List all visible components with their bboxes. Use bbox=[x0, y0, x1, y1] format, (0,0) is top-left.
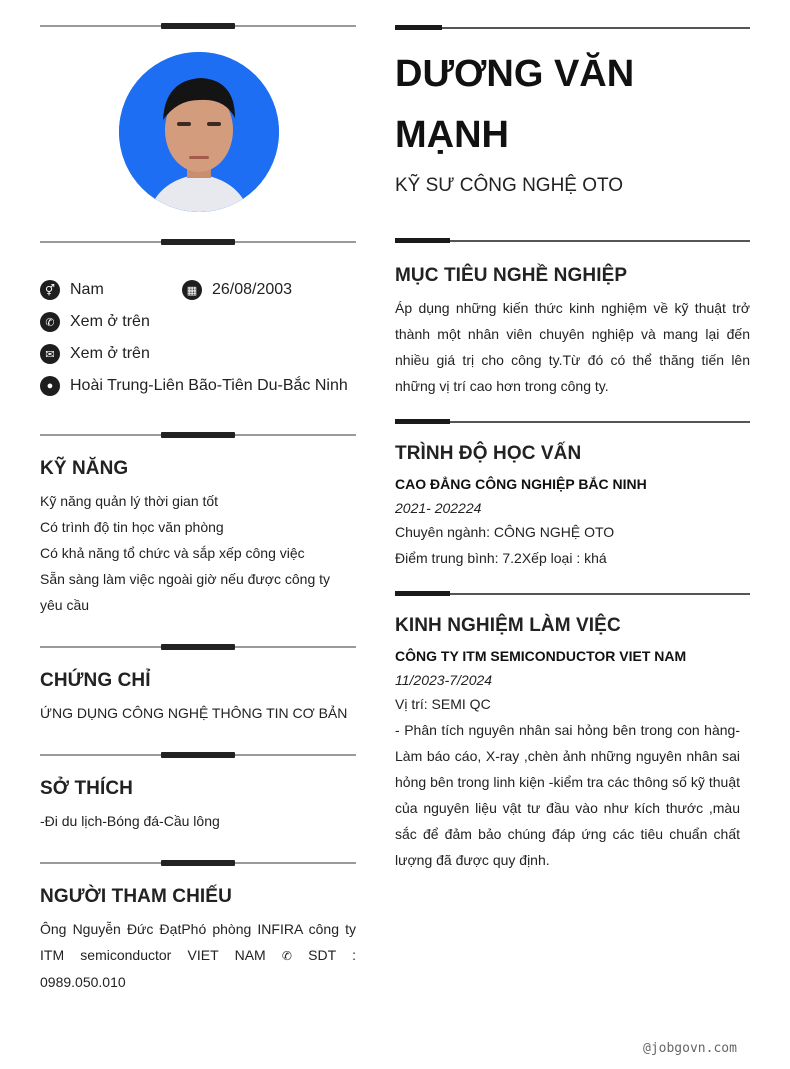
divider-education bbox=[395, 419, 750, 425]
candidate-name: DƯƠNG VĂN MẠNH bbox=[395, 53, 635, 156]
avatar bbox=[119, 52, 279, 212]
skill-item: Có khả năng tổ chức và sắp xếp công việc bbox=[40, 545, 305, 561]
experience-position: Vị trí: SEMI QC bbox=[395, 696, 491, 712]
hobbies-text: -Đi du lịch-Bóng đá-Cầu lông bbox=[40, 813, 220, 829]
divider-skills bbox=[40, 431, 356, 439]
certificates-text: ỨNG DỤNG CÔNG NGHỆ THÔNG TIN CƠ BẢN bbox=[40, 705, 348, 721]
education-gpa: Điểm trung bình: 7.2Xếp loại : khá bbox=[395, 550, 607, 566]
location-pin-icon: ● bbox=[40, 376, 60, 396]
email-row bbox=[40, 343, 150, 365]
gender-value: Nam bbox=[70, 281, 104, 298]
divider-name bbox=[395, 25, 750, 31]
education-title: TRÌNH ĐỘ HỌC VẤN bbox=[395, 443, 582, 464]
divider-objective bbox=[395, 238, 750, 244]
experience-period: 11/2023-7/2024 bbox=[395, 672, 493, 688]
skill-item: Kỹ năng quản lý thời gian tốt bbox=[40, 493, 219, 509]
gender-row bbox=[40, 279, 104, 301]
reference-text bbox=[40, 916, 356, 995]
skills-title: KỸ NĂNG bbox=[40, 458, 129, 479]
divider-reference bbox=[40, 859, 356, 867]
envelope-icon: ✉ bbox=[40, 344, 60, 364]
phone-value: Xem ở trên bbox=[70, 313, 150, 330]
phone-row bbox=[40, 311, 150, 333]
divider-hobbies bbox=[40, 751, 356, 759]
divider-certificates bbox=[40, 643, 356, 651]
experience-title: KINH NGHIỆM LÀM VIỆC bbox=[395, 615, 621, 636]
objective-text: Áp dụng những kiến thức kinh nghiệm về kỹ thuật trở thành một nhân viên chuyên nghiệp và mang lại đến nhiều giá trị cho công ty.Từ đó có thể thăng tiến lên những vị trí cao hơn trong công ty. bbox=[395, 300, 750, 394]
skill-item: Có trình độ tin học văn phòng bbox=[40, 519, 224, 535]
email-value: Xem ở trên bbox=[70, 345, 150, 362]
candidate-role: KỸ SƯ CÔNG NGHỆ OTO bbox=[395, 175, 624, 196]
skills-list bbox=[40, 488, 356, 618]
birthdate-row bbox=[182, 279, 292, 301]
reference-text-before: Ông Nguyễn Đức ĐạtPhó phòng INFIRA công ty ITM semiconductor VIET NAM bbox=[40, 921, 356, 963]
address-value: Hoài Trung-Liên Bão-Tiên Du-Bắc Ninh bbox=[70, 377, 348, 394]
calendar-icon: ▦ bbox=[182, 280, 202, 300]
certificates-title: CHỨNG CHỈ bbox=[40, 670, 151, 691]
watermark: @jobgovn.com bbox=[643, 1041, 737, 1056]
hobbies-title: SỞ THÍCH bbox=[40, 778, 134, 799]
address-row bbox=[40, 375, 348, 397]
gender-icon: ⚥ bbox=[40, 280, 60, 300]
experience-description: - Phân tích nguyên nhân sai hỏng bên trong con hàng-Làm báo cáo, X-ray ,chèn ảnh những nguyên nhân sai hỏng bên trong linh kiện -kiểm tra các thông số kỹ thuật của nguyên liệu vật tư đầu vào như kích thước ,màu sắc để đảm bảo chúng đáp ứng các tiêu chuẩn chất lượng đã được quy định. bbox=[395, 722, 740, 868]
skill-item: Sẵn sàng làm việc ngoài giờ nếu được công ty yêu cầu bbox=[40, 571, 331, 613]
education-school: CAO ĐẲNG CÔNG NGHIỆP BẮC NINH bbox=[395, 476, 647, 492]
education-period: 2021- 202224 bbox=[395, 500, 482, 516]
reference-title: NGƯỜI THAM CHIẾU bbox=[40, 886, 232, 907]
divider-info bbox=[40, 238, 356, 246]
reference-text-after: SDT : 0989.050.010 bbox=[40, 947, 356, 990]
phone-small-icon: ✆ bbox=[281, 949, 292, 963]
divider-top bbox=[40, 22, 356, 30]
education-major: Chuyên ngành: CÔNG NGHỆ OTO bbox=[395, 524, 615, 540]
birthdate-value: 26/08/2003 bbox=[212, 281, 293, 298]
divider-experience bbox=[395, 591, 750, 597]
objective-title: MỤC TIÊU NGHỀ NGHIỆP bbox=[395, 265, 628, 286]
experience-company: CÔNG TY ITM SEMICONDUCTOR VIET NAM bbox=[395, 648, 687, 664]
phone-icon: ✆ bbox=[40, 312, 60, 332]
portrait-photo bbox=[119, 52, 279, 212]
